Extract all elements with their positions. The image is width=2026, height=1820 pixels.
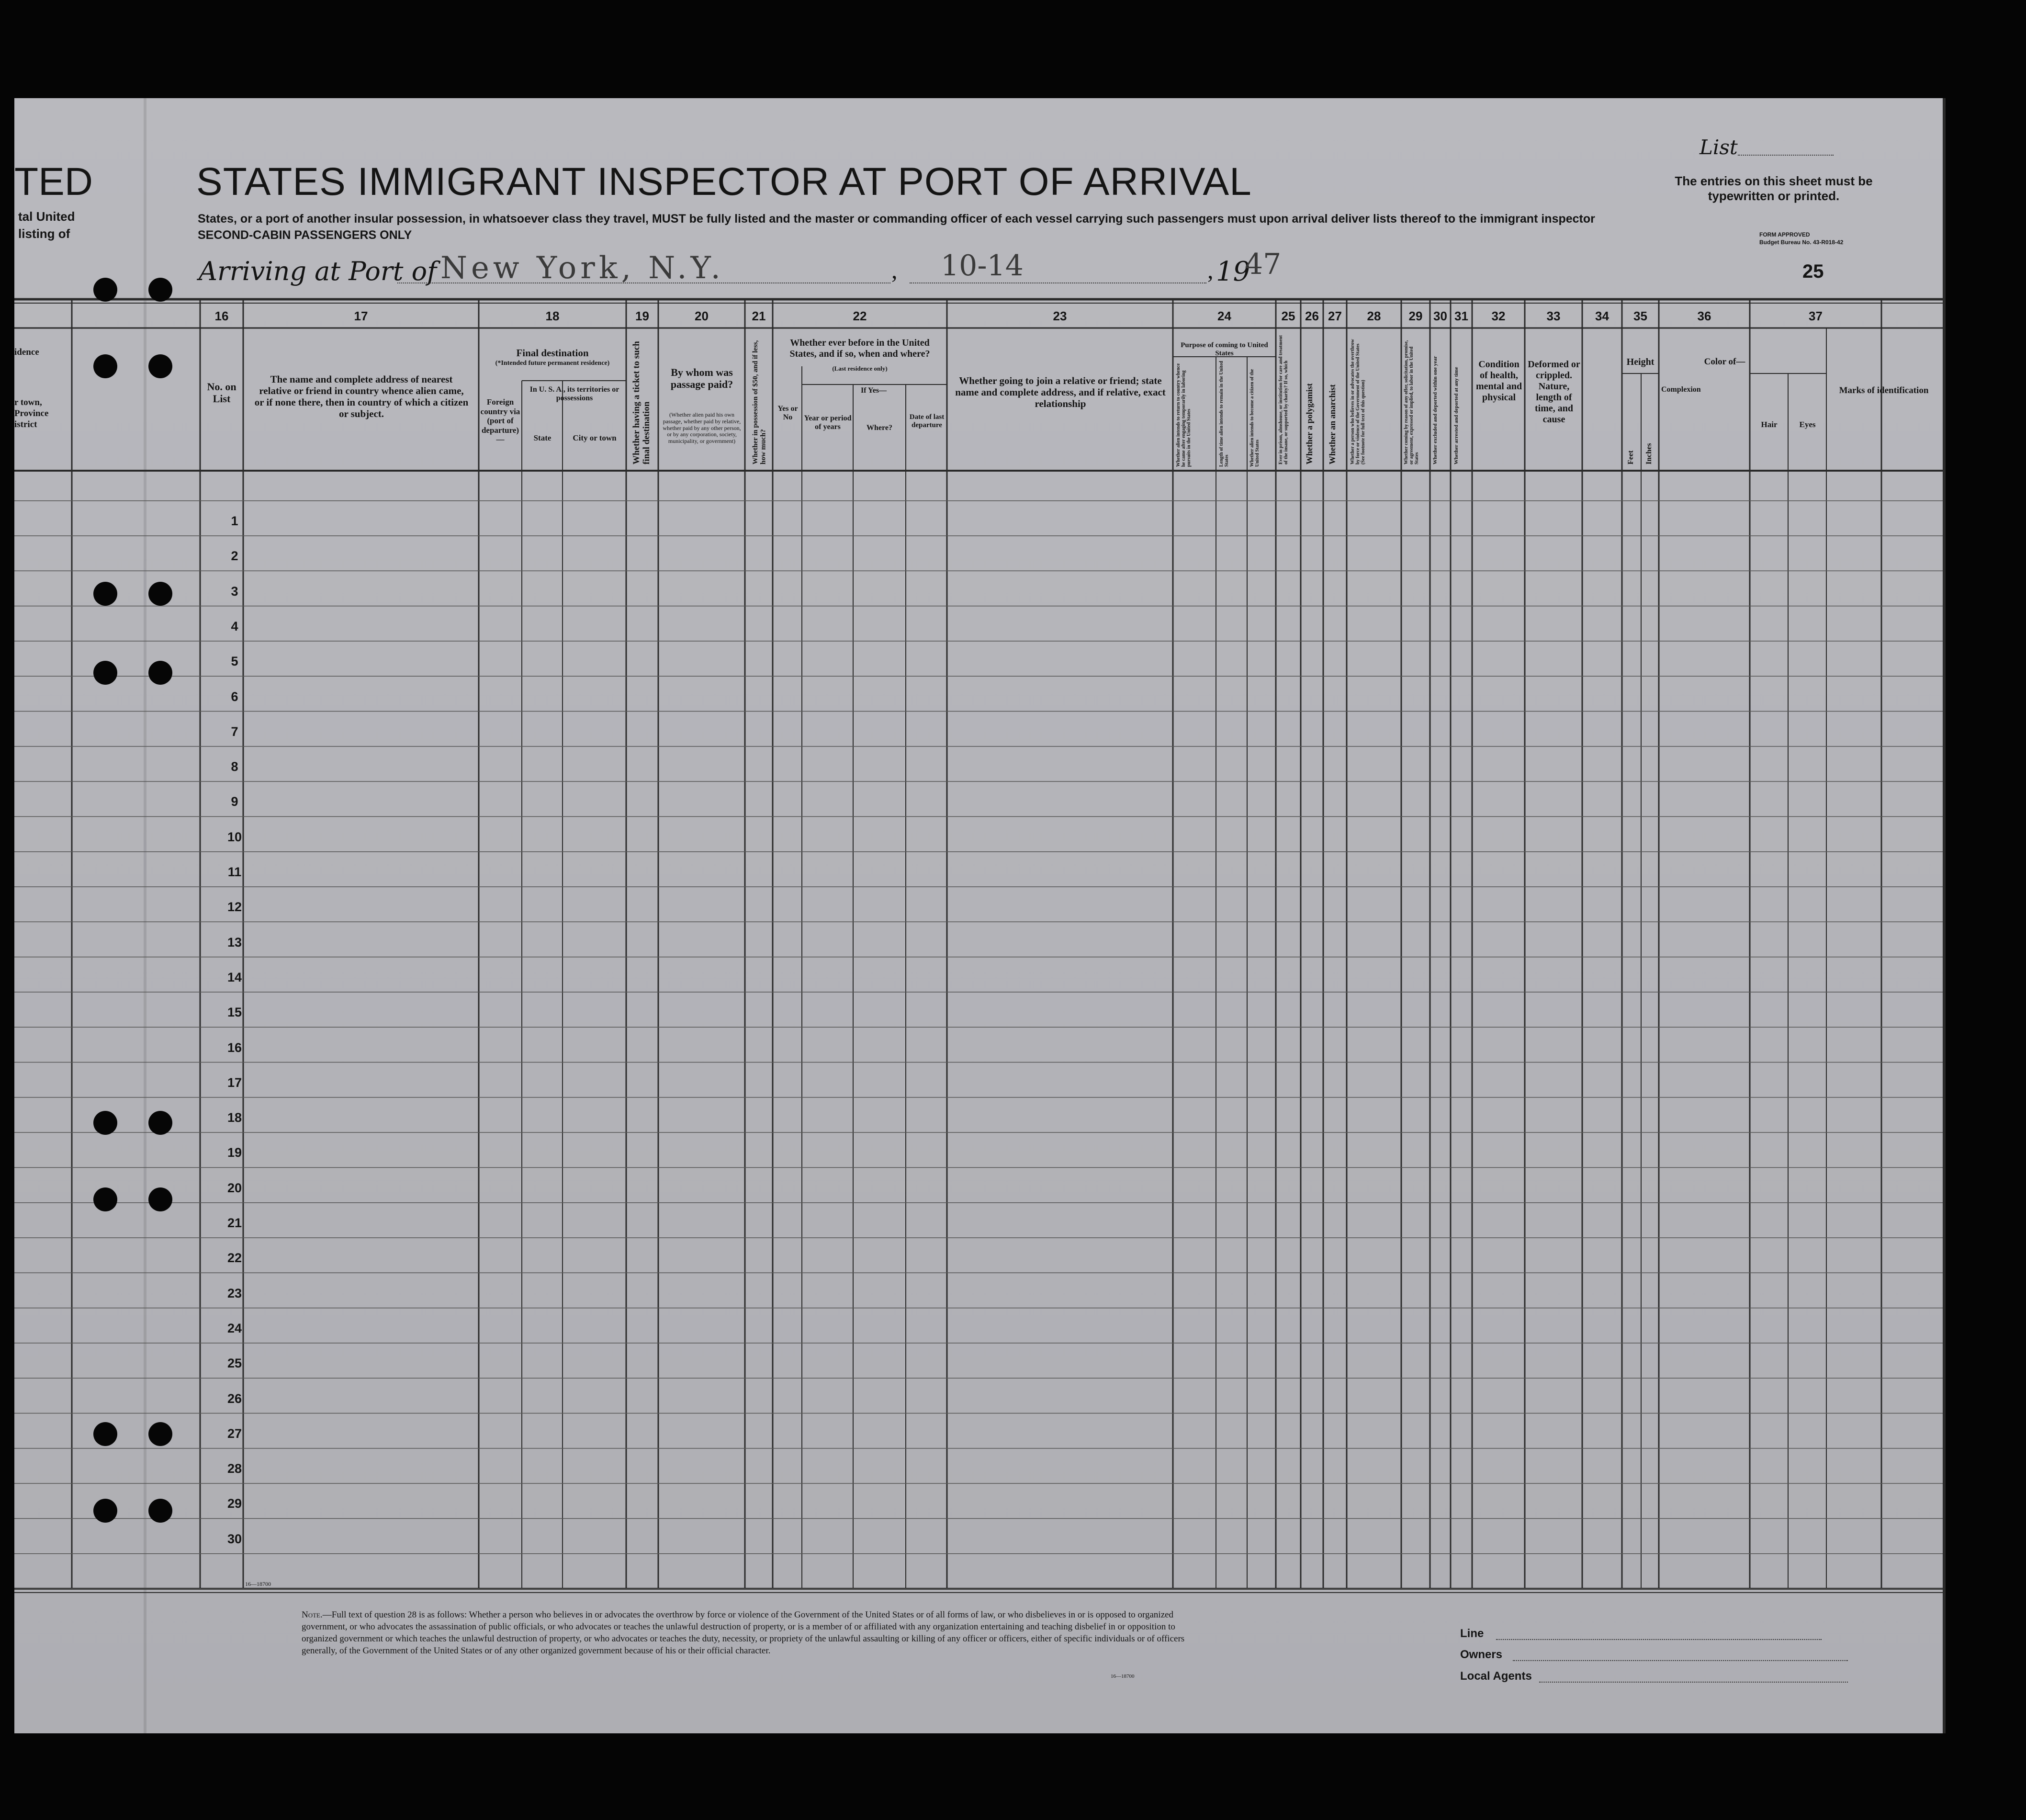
header-year: Year or period of years xyxy=(804,414,852,431)
row-number: 6 xyxy=(231,689,238,704)
row-number: 11 xyxy=(227,865,242,879)
column-number: 29 xyxy=(1408,309,1423,323)
row-number: 3 xyxy=(231,584,238,599)
header-no-on-list: No. on List xyxy=(207,381,236,405)
passenger-class: SECOND-CABIN PASSENGERS ONLY xyxy=(198,228,412,242)
header-where: Where? xyxy=(867,424,892,432)
year-handwritten: 47 xyxy=(1245,248,1282,281)
subtitle-line: States, or a port of another insular possession, in whatsoever class they travel, MUST be fully listed and the master or commanding officer of each vessel carrying such passengers must upon arrival deliver lists thereof to the immigrant inspector xyxy=(198,212,1595,226)
header-inches: Inches xyxy=(1645,443,1653,464)
arriving-label: Arriving at Port of xyxy=(199,256,437,286)
header-anarchist: Whether an anarchist xyxy=(1328,384,1337,464)
header-final-destination-sub: (*Intended future permanent residence) xyxy=(495,360,610,367)
footnote-label: Note. xyxy=(302,1610,323,1620)
binder-hole xyxy=(93,1187,117,1211)
column-number: 17 xyxy=(354,309,368,323)
header-purpose-length: Length of time alien intends to remain in the United States xyxy=(1219,361,1229,467)
row-number: 8 xyxy=(231,759,238,774)
header-passage-paid: By whom was passage paid? xyxy=(670,366,733,391)
row-number: 2 xyxy=(231,549,238,564)
row-number: 30 xyxy=(227,1531,242,1546)
manifest-sheet: TED tal United listing of STATES IMMIGRANT INSPECTOR AT PORT OF ARRIVAL States, or a port of another insular possession, in whatsoever class they travel, MUST be fully listed and the master or commanding officer of each vessel carrying such passengers must upon arrival deliver lists thereof to the immigrant inspector SECOND-CABIN PASSENGERS ONLY List The entries on this sheet must be typewritten or printed. FORM APPROVED Budget Bureau No. 43-R018-42 25 Arriving at Port of New York, N.Y. , 10-14 , 19 47 16 17 18 19 20 21 22 23 24 25 26 27 28 29 30 31 32 33 34 35 36 37 idence r town, Province istrict No. on List The name and complete address of nearest relative or friend in country whence alien came, or if none there, then in country of which a citizen or subject. Final destination (*Intended future permanent residence) Foreign country via (port of departure)— In U. S. A., its territories or possessions State City or town Whether having a ticket to such final destination By whom was passage paid? (Whether alien paid his own passage, whether paid by relative, whether paid by any other person, or by any corporation, society, municipality, or government) Whether in possession of $50, and if less, how much? Whether ever before in the United States, and if so, when and where? (Last residence only) Yes or No If Yes— Year or period of years Where? Date of last departure Whether going to join a relative or friend; state name and complete address, and if relative, exact relationship Purpose of coming to United States Whether alien intends to return to country whence he came after engaging temporarily in laboring pursuits in the United States Length of time alien intends to remain in the United States Whether alien intends to become a citizen of the United States Ever in prison, almshouse, or institution for care and treatment of the insane, or supported by charity? If so, which Whether a polygamist Whether an anarchist Whether a person who believes in or advocates the overthrow by force or violence of the Government of the United States (See footnote for full text of this question) Whether coming by reason of any offer, solicitation, promise, or agreement, expressed or implied, to labor in the United States Whether excluded and deported within one year Whether arrested and deported at any time Condition of health, mental and physical Deformed or crippled. Nature, length of time, and cause Height Feet Inches Complexion Color of— Hair Eyes Marks of identification 1 2 3 4 5 6 7 8 9 10 11 12 13 14 15 16 17 18 19 20 21 22 23 24 25 26 27 28 29 30 16—18700 Note.—Full text of question 28 is as follows: Whether a person who believes in or advocates the overthrow by force or violence of the Government of the United States or of all forms of law, or who disbelieves in or is opposed to organized government, or who advocates the assassination of public officials, or who advocates or teaches the unlawful destruction of property, or is a member of or affiliated with any organization entertaining and teaching disbelief in or opposition to organized government or which teaches the unlawful destruction of property, or who advocates or teaches the duty, necessity, or propriety of the unlawful assaulting or killing of any officer or officers, either of specific individuals or of officers generally, of the Government of the United States or of any other organized government because of his or their official character. 16—18700 Line Owners Local Agents xyxy=(14,98,1946,1733)
row-number: 10 xyxy=(227,829,242,844)
column-number: 16 xyxy=(214,309,229,323)
binder-hole xyxy=(93,661,117,685)
row-number: 21 xyxy=(227,1216,242,1230)
header-purpose: Purpose of coming to United States xyxy=(1181,341,1268,358)
column-number: 36 xyxy=(1697,309,1711,323)
header-join-relative: Whether going to join a relative or friend; state name and complete address, and if relative, exact relationship xyxy=(955,375,1166,410)
left-fragment-header: idence xyxy=(14,347,39,357)
header-purpose-citizen: Whether alien intends to become a citizen of the United States xyxy=(1249,369,1260,467)
row-number: 7 xyxy=(231,724,238,739)
binder-hole xyxy=(148,1111,172,1135)
row-number: 15 xyxy=(227,1005,242,1020)
header-height: Height xyxy=(1626,357,1655,367)
column-number: 30 xyxy=(1433,309,1447,323)
footnote xyxy=(302,1609,1192,1657)
row-number: 23 xyxy=(227,1286,242,1300)
header-overthrow: Whether a person who believes in or advocates the overthrow by force or violence of the Government of the United States (See footnote for full text of this question) xyxy=(1350,339,1366,464)
header-if-yes: If Yes— xyxy=(860,386,887,395)
binder-hole xyxy=(148,1422,172,1446)
header-feet: Feet xyxy=(1627,450,1635,464)
header-health: Condition of health, mental and physical xyxy=(1475,359,1522,403)
column-number: 25 xyxy=(1281,309,1295,323)
binder-hole xyxy=(93,1422,117,1446)
row-number: 27 xyxy=(227,1426,242,1441)
row-number: 14 xyxy=(227,970,242,984)
column-number: 22 xyxy=(853,309,867,323)
header-foreign-country: Foreign country via (port of departure)— xyxy=(480,397,520,444)
column-number: 18 xyxy=(545,309,560,323)
left-fragment-line: tal United xyxy=(18,209,75,224)
left-fragment-line: listing of xyxy=(18,226,70,241)
row-number: 17 xyxy=(227,1075,242,1090)
column-number: 20 xyxy=(695,309,709,323)
binder-hole xyxy=(93,1111,117,1135)
footnote-code: 16—18700 xyxy=(1111,1673,1135,1679)
row-number: 5 xyxy=(231,654,238,669)
typewritten-note: The entries on this sheet must be typewritten or printed. xyxy=(1675,174,1873,203)
header-date-departure: Date of last departure xyxy=(909,413,945,430)
header-hair: Hair xyxy=(1761,420,1778,429)
sheet-number: 25 xyxy=(1802,261,1824,282)
row-number: 1 xyxy=(231,514,238,528)
signature-line-label: Line xyxy=(1460,1627,1484,1640)
list-label: List xyxy=(1700,136,1738,159)
column-number: 32 xyxy=(1491,309,1506,323)
binder-hole xyxy=(148,278,172,302)
row-number: 29 xyxy=(227,1496,242,1511)
header-deformed: Deformed or crippled. Nature, length of time, and cause xyxy=(1528,359,1580,425)
signature-owners-label: Owners xyxy=(1460,1648,1503,1661)
header-labor-offer: Whether coming by reason of any offer, solicitation, promise, or agreement, expressed or implied, to labor in the United States xyxy=(1404,340,1419,464)
header-fifty-dollars: Whether in possession of $50, and if less, how much? xyxy=(752,340,767,464)
date-handwritten: 10-14 xyxy=(941,249,1024,283)
row-number: 20 xyxy=(227,1180,242,1195)
binder-hole xyxy=(148,1187,172,1211)
column-number: 26 xyxy=(1305,309,1319,323)
header-ever-before-us: Whether ever before in the United States, and if so, when and where? xyxy=(789,338,930,359)
header-last-residence: (Last residence only) xyxy=(832,365,888,372)
binder-hole xyxy=(148,582,172,606)
binder-hole xyxy=(148,354,172,378)
budget-bureau: Budget Bureau No. 43-R018-42 xyxy=(1759,239,1844,246)
header-polygamist: Whether a polygamist xyxy=(1305,383,1314,464)
row-number: 13 xyxy=(227,935,242,950)
binder-hole xyxy=(93,278,117,302)
row-number: 25 xyxy=(227,1356,242,1371)
binder-hole xyxy=(148,661,172,685)
header-complexion: Complexion xyxy=(1661,385,1701,394)
column-number: 35 xyxy=(1633,309,1647,323)
table-grid xyxy=(14,98,1943,1733)
row-number: 19 xyxy=(227,1145,242,1160)
column-number: 31 xyxy=(1454,309,1468,323)
port-handwritten: New York, N.Y. xyxy=(440,250,724,286)
column-number: 19 xyxy=(635,309,649,323)
header-passage-paid-sub: (Whether alien paid his own passage, whether paid by relative, whether paid by any other person, or by any corporation, society, municipality, or government) xyxy=(663,411,741,445)
row-number: 4 xyxy=(231,619,238,633)
year-prefix: 19 xyxy=(1216,256,1250,287)
page-title: STATES IMMIGRANT INSPECTOR AT PORT OF ARRIVAL xyxy=(196,160,1252,203)
header-state: State xyxy=(533,433,552,442)
left-fragment-title: TED xyxy=(14,160,93,203)
header-in-usa: In U. S. A., its territories or possessions xyxy=(529,385,619,403)
column-number: 33 xyxy=(1546,309,1561,323)
column-number: 27 xyxy=(1328,309,1342,323)
footnote-text: —Full text of question 28 is as follows: Whether a person who believes in or advocates the overthrow by force or violence of the Government of the United States or of all forms of law, or who disbelieves in or is opposed to organized government, or who advocates the assassination of public officials, or who advocates or teaches the unlawful destruction of property, or is a member of or affiliated with any organization entertaining and teaching disbelief in or opposition to organized government or which teaches the unlawful destruction of property, or who advocates or teaches the duty, necessity, or propriety of the unlawful assaulting or killing of any officer or officers, either of specific individuals or of officers generally, of the Government of the United States or of any other organized government because of his or their official character. xyxy=(302,1610,1185,1656)
binder-hole xyxy=(93,1499,117,1523)
column-number: 21 xyxy=(752,309,766,323)
column-number: 23 xyxy=(1053,309,1067,323)
header-ticket: Whether having a ticket to such final destination xyxy=(631,341,652,464)
row-number: 9 xyxy=(231,794,238,809)
left-fragment-header: r town, xyxy=(14,397,42,407)
row-number: 22 xyxy=(227,1251,242,1266)
row-number: 18 xyxy=(227,1110,242,1125)
row-number: 16 xyxy=(227,1040,242,1055)
header-excluded: Whether excluded and deported within one year xyxy=(1432,356,1438,464)
header-purpose-return: Whether alien intends to return to country whence he came after engaging temporarily in laboring pursuits in the United States xyxy=(1176,363,1192,467)
header-yes-no: Yes or No xyxy=(777,405,798,422)
header-eyes: Eyes xyxy=(1799,420,1816,429)
binder-hole xyxy=(93,582,117,606)
row-number: 24 xyxy=(227,1321,242,1335)
header-city: City or town xyxy=(573,433,617,442)
signature-local-agents-label: Local Agents xyxy=(1460,1670,1532,1683)
column-number: 34 xyxy=(1595,309,1609,323)
left-fragment-header: Province xyxy=(14,408,49,418)
column-number: 28 xyxy=(1367,309,1381,323)
header-arrested: Whether arrested and deported at any time xyxy=(1453,367,1459,464)
row-number: 26 xyxy=(227,1391,242,1406)
row-number: 28 xyxy=(227,1461,242,1476)
header-prison: Ever in prison, almshouse, or institution for care and treatment of the insane, or supported by charity? If so, which xyxy=(1278,335,1289,464)
form-approved: FORM APPROVED xyxy=(1759,231,1810,238)
header-final-destination: Final destination xyxy=(516,347,589,359)
row-number: 12 xyxy=(227,900,242,915)
column-number: 37 xyxy=(1809,309,1823,323)
column-number: 24 xyxy=(1217,309,1231,323)
header-nearest-relative: The name and complete address of nearest relative or friend in country whence alien came, or if none there, then in country of which a citizen or subject. xyxy=(254,373,469,420)
left-fragment-header: istrict xyxy=(14,419,37,430)
header-marks: Marks of identification xyxy=(1839,385,1929,396)
form-code: 16—18700 xyxy=(245,1581,271,1587)
binder-hole xyxy=(148,1499,172,1523)
header-color-of: Color of— xyxy=(1704,357,1745,367)
binder-hole xyxy=(93,354,117,378)
